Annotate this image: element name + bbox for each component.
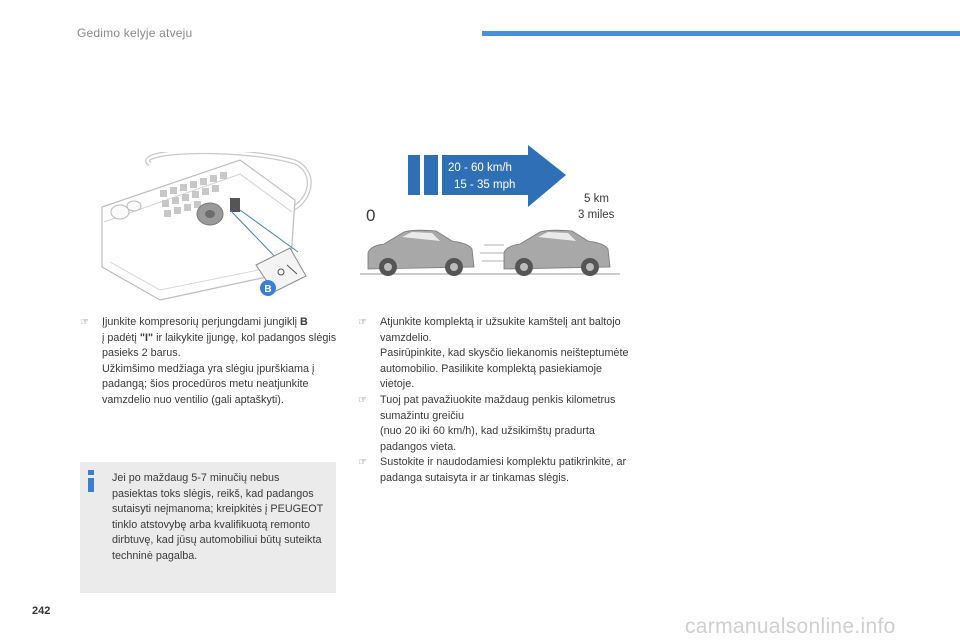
- pointer-bullet-icon: ☞: [358, 457, 367, 469]
- pointer-bullet-icon: ☞: [358, 317, 367, 328]
- distance-km-label: 5 km: [584, 193, 609, 205]
- cars-speed-arrow-illustration: [356, 145, 626, 280]
- compressor-kit-illustration: [90, 152, 320, 302]
- page-number: 242: [32, 605, 51, 617]
- list-item: [80, 315, 345, 409]
- header-accent-bar: [482, 31, 960, 36]
- list-item: ☞ Sustokite ir naudodamiesi komplektu patikrinkite, ar padanga sutaisyta ir ar tinkamas slėgis.: [358, 456, 627, 484]
- list-item: ☞ Tuoj pat pavažiuokite maždaug penkis kilometrus sumažintu greičiu (nuo 20 iki 60 km/h), kad užsikimštų pradurta padangos vieta.: [358, 393, 616, 453]
- right-instructions: [358, 315, 633, 487]
- distance-miles-label: 3 miles: [578, 209, 615, 221]
- info-box: [80, 462, 336, 593]
- left-instructions: [80, 315, 345, 409]
- pointer-bullet-icon: ☞: [80, 317, 89, 328]
- car-moving-icon: [504, 230, 610, 276]
- callout-letter-b: B: [264, 284, 272, 295]
- info-text: Jei po maždaug 5-7 minučių nebus pasiektas toks slėgis, reikš, kad padangos sutaisyti neįmanoma; kreipkitės į PEUGEOT tinklo atstovybę arba kvalifikuotą remonto dirbtuvę, kad jūsų automobiliui būtų suteikta techninė pagalba.: [112, 472, 324, 562]
- speed-mph-label: 15 - 35 mph: [454, 179, 516, 191]
- speed-kmh-label: 20 - 60 km/h: [448, 162, 512, 174]
- instruction-paragraph-2: Užkimšimo medžiaga yra slėgiu įpurškiama į padangą; šios procedūros metu neatjunkite vamzdelio nuo ventilio (gali aptaškyti).: [102, 362, 315, 406]
- switch-b-label: B: [300, 316, 308, 328]
- watermark: carmanualsonline.info: [685, 615, 896, 638]
- car-start-icon: [368, 230, 474, 276]
- list-item: ☞ Atjunkite komplektą ir užsukite kamštelį ant baltojo vamzdelio. Pasirūpinkite, kad skysčio liekanomis neišteptumėte automobilio. Pasilikite komplektą pasiekiamoje vietoje.: [358, 316, 629, 391]
- section-title: Gedimo kelyje atveju: [77, 26, 193, 40]
- position-i-label: "I": [139, 331, 154, 344]
- instruction-paragraph: Įjunkite kompresorių perjungdami jungiklį B į padėtį "I" ir laikykite įjungę, kol padangos slėgis pasieks 2 barus.: [102, 316, 337, 360]
- start-label: 0: [366, 206, 376, 225]
- pointer-bullet-icon: ☞: [358, 394, 367, 406]
- info-i-icon: [86, 470, 98, 492]
